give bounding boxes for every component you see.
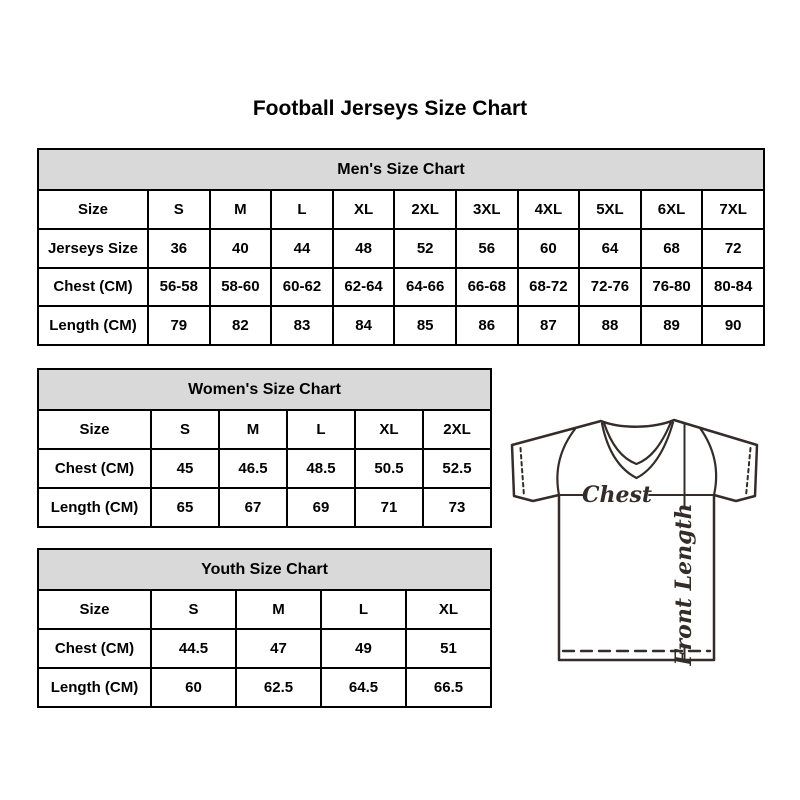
cell-value: 56-58 (148, 268, 210, 307)
row-label: Length (CM) (38, 306, 148, 345)
table-row (38, 306, 764, 345)
cell-value: 64.5 (321, 668, 406, 707)
table-row (38, 668, 491, 707)
cell-value: 83 (271, 306, 333, 345)
row-label: Chest (CM) (38, 449, 151, 488)
column-header: 6XL (641, 190, 703, 229)
cell-value: 85 (394, 306, 456, 345)
cell-value: 64 (579, 229, 641, 268)
table-title: Women's Size Chart (38, 369, 491, 410)
cell-value: 72 (702, 229, 764, 268)
cell-value: 48 (333, 229, 395, 268)
cell-value: 79 (148, 306, 210, 345)
table-row (38, 268, 764, 307)
mens-size-chart-table (37, 148, 765, 346)
womens-size-chart-table (37, 368, 492, 528)
column-header-row (38, 590, 491, 629)
column-header: S (148, 190, 210, 229)
row-label: Chest (CM) (38, 268, 148, 307)
column-header: 5XL (579, 190, 641, 229)
cell-value: 76-80 (641, 268, 703, 307)
cell-value: 68-72 (518, 268, 580, 307)
column-header: L (271, 190, 333, 229)
cell-value: 88 (579, 306, 641, 345)
cell-value: 80-84 (702, 268, 764, 307)
column-header: XL (355, 410, 423, 449)
table-row (38, 488, 491, 527)
cell-value: 72-76 (579, 268, 641, 307)
table-row (38, 449, 491, 488)
cell-value: 67 (219, 488, 287, 527)
table-title-row (38, 149, 764, 190)
table-row (38, 629, 491, 668)
cell-value: 66-68 (456, 268, 518, 307)
table-row (38, 229, 764, 268)
cell-value: 89 (641, 306, 703, 345)
table-title: Youth Size Chart (38, 549, 491, 590)
cell-value: 51 (406, 629, 491, 668)
cell-value: 62.5 (236, 668, 321, 707)
cell-value: 49 (321, 629, 406, 668)
row-label: Length (CM) (38, 668, 151, 707)
cell-value: 90 (702, 306, 764, 345)
cell-value: 64-66 (394, 268, 456, 307)
cell-value: 36 (148, 229, 210, 268)
cell-value: 45 (151, 449, 219, 488)
chest-label: Chest (581, 482, 653, 508)
cell-value: 44.5 (151, 629, 236, 668)
cell-value: 60 (151, 668, 236, 707)
column-header: 2XL (423, 410, 491, 449)
cell-value: 82 (210, 306, 272, 345)
cell-value: 60-62 (271, 268, 333, 307)
cell-value: 40 (210, 229, 272, 268)
row-label: Size (38, 590, 151, 629)
column-header: XL (406, 590, 491, 629)
cell-value: 73 (423, 488, 491, 527)
column-header: L (321, 590, 406, 629)
row-label: Jerseys Size (38, 229, 148, 268)
cell-value: 65 (151, 488, 219, 527)
column-header: S (151, 410, 219, 449)
row-label: Chest (CM) (38, 629, 151, 668)
jersey-outline (512, 420, 757, 660)
cell-value: 68 (641, 229, 703, 268)
cell-value: 87 (518, 306, 580, 345)
cell-value: 50.5 (355, 449, 423, 488)
column-header: L (287, 410, 355, 449)
column-header: XL (333, 190, 395, 229)
cell-value: 46.5 (219, 449, 287, 488)
row-label: Size (38, 410, 151, 449)
column-header: 4XL (518, 190, 580, 229)
cell-value: 69 (287, 488, 355, 527)
table-title: Men's Size Chart (38, 149, 764, 190)
cell-value: 47 (236, 629, 321, 668)
jersey-measurement-diagram (502, 401, 770, 679)
page-title: Football Jerseys Size Chart (252, 97, 528, 120)
column-header: S (151, 590, 236, 629)
youth-size-chart-table (37, 548, 492, 708)
column-header-row (38, 410, 491, 449)
column-header: M (210, 190, 272, 229)
column-header: 2XL (394, 190, 456, 229)
row-label: Length (CM) (38, 488, 151, 527)
table-title-row (38, 369, 491, 410)
cell-value: 84 (333, 306, 395, 345)
column-header: 3XL (456, 190, 518, 229)
column-header: M (219, 410, 287, 449)
column-header-row (38, 190, 764, 229)
cell-value: 71 (355, 488, 423, 527)
cell-value: 52.5 (423, 449, 491, 488)
cell-value: 44 (271, 229, 333, 268)
cell-value: 66.5 (406, 668, 491, 707)
row-label: Size (38, 190, 148, 229)
cell-value: 56 (456, 229, 518, 268)
cell-value: 86 (456, 306, 518, 345)
cell-value: 62-64 (333, 268, 395, 307)
column-header: M (236, 590, 321, 629)
column-header: 7XL (702, 190, 764, 229)
table-title-row (38, 549, 491, 590)
cell-value: 52 (394, 229, 456, 268)
cell-value: 48.5 (287, 449, 355, 488)
front-length-label: Front Length (671, 503, 697, 666)
cell-value: 60 (518, 229, 580, 268)
cell-value: 58-60 (210, 268, 272, 307)
